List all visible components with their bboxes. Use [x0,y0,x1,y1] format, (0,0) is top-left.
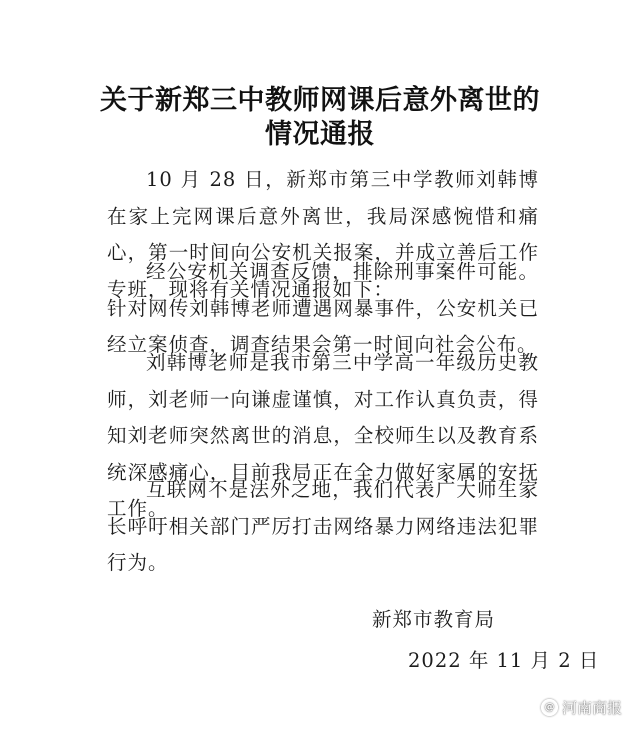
source-watermark [541,697,622,718]
notice-title-line-2: 情况通报 [265,119,375,150]
body-paragraph-2: 经公安机关调查反馈，排除刑事案件可能。针对网传刘韩博老师遭遇网暴事件，公安机关已经立案侦查，调查结果会第一时间向社会公布。 [107,260,539,356]
notice-title-line-1: 关于新郑三中教师网课后意外离世的 [100,85,540,116]
signature-date: 2022 年 11 月 2 日 [408,649,600,672]
signature-organization: 新郑市教育局 [372,608,496,631]
watermark-text: 河南商报 [561,699,622,717]
body-paragraph-3: 刘韩博老师是我市第三中学高一年级历史教师，刘老师一向谦虚谨慎，对工作认真负责，得知刘老师突然离世的消息，全校师生以及教育系统深感痛心，目前我局正在全力做好家属的安抚工作。 [107,351,539,520]
at-sign-icon: @ [541,699,558,716]
body-paragraph-4: 互联网不是法外之地，我们代表广大师生家长呼吁相关部门严厉打击网络暴力网络违法犯罪行为。 [107,478,539,574]
body-paragraph-1: 10 月 28 日，新郑市第三中学教师刘韩博在家上完网课后意外离世，我局深感惋惜和痛心，第一时间向公安机关报案，并成立善后工作专班，现将有关情况通报如下： [107,168,539,301]
